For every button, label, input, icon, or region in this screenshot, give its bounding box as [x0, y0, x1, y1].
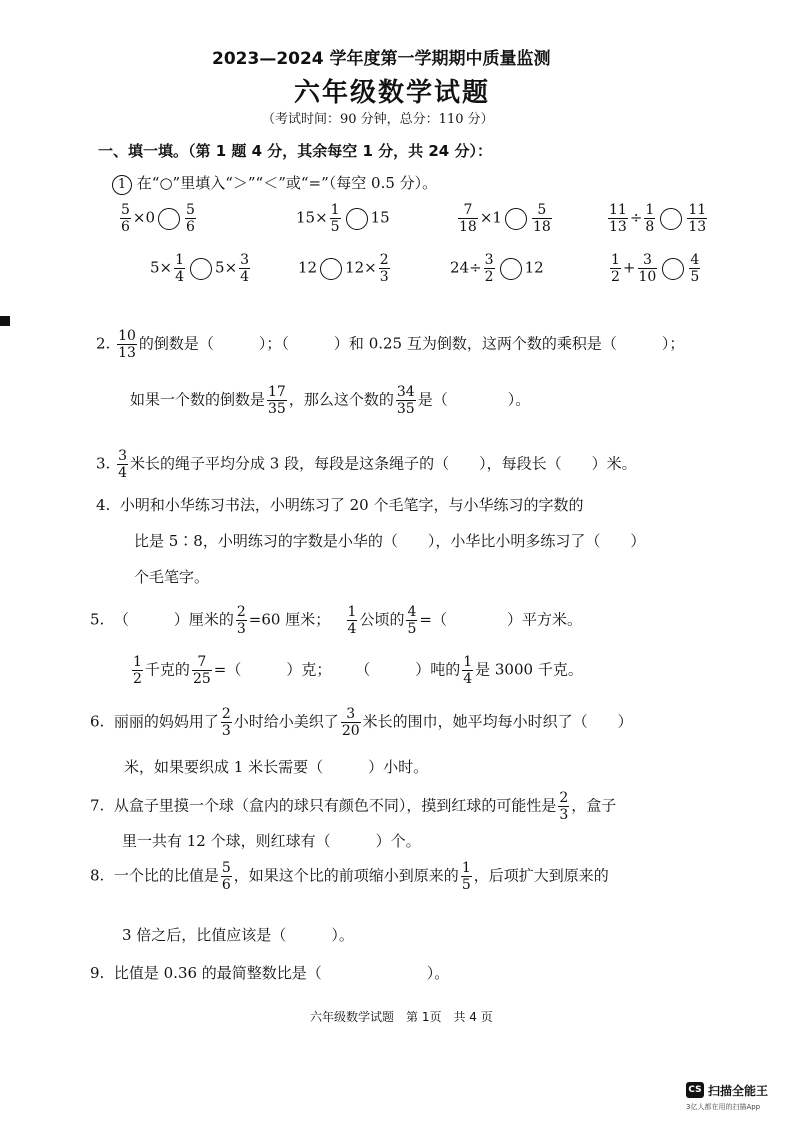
compare-item-4: $\frac{11}{13}$ ÷ $\frac{1}{8}$ $\frac{11}{13}$: [609, 202, 707, 236]
question-number: 4.: [96, 496, 111, 514]
question-text: 在“○”里填入“＞”“＜”或“=”（每空 0.5 分）。: [136, 174, 438, 192]
question-number: 6.: [90, 712, 105, 731]
question-number: 3.: [96, 454, 111, 473]
question-7: 7. 从盒子里摸一个球（盒内的球只有颜色不同），摸到红球的可能性是 $\frac{2}{3}$ ，盒子: [90, 790, 617, 824]
compare-item-1: $\frac{5}{6}$ ×0 $\frac{5}{6}$: [121, 202, 195, 236]
question-1: [112, 172, 437, 195]
exam-info: （考试时间：90 分钟，总分：110 分）: [262, 112, 494, 127]
question-7-line-2: 里一共有 12 个球，则红球有（ ）个。: [122, 832, 421, 850]
question-2: 2. $\frac{10}{13}$ 的倒数是（ ）；（ ）和 0.25 互为倒数，这两个数的乘积是（ ）；: [96, 328, 685, 362]
question-4-line-3: 个毛笔字。: [134, 568, 210, 586]
section-title: 一、填一填。（第 1 题 4 分，其余每空 1 分，共 24 分）：: [98, 142, 492, 160]
question-6-line-2: 米，如果要织成 1 米长需要（ ）小时。: [124, 758, 429, 776]
question-text: 的倒数是（ ）；（ ）和 0.25 互为倒数，这两个数的乘积是（ ）；: [138, 334, 685, 353]
answer-circle[interactable]: [320, 258, 342, 280]
exam-year-title: 2023—2024 学年度第一学期期中质量监测: [212, 49, 551, 69]
question-4: [96, 494, 584, 515]
question-2-line-2: 如果一个数的倒数是 $\frac{17}{35}$ ，那么这个数的 $\frac{34}{35}$ 是（ ）。: [130, 384, 531, 418]
compare-item-7: 24÷ $\frac{3}{2}$ 12: [450, 252, 544, 286]
compare-item-6: 12 12× $\frac{2}{3}$: [298, 252, 389, 286]
question-9: [90, 962, 449, 983]
question-8: 8. 一个比的比值是 $\frac{5}{6}$ ，如果这个比的前项缩小到原来的 $\frac{1}{5}$ ，后项扩大到原来的: [90, 860, 609, 894]
scan-edge-mark: [0, 316, 10, 326]
answer-circle[interactable]: [660, 208, 682, 230]
question-text: 小明和小华练习书法，小明练习了 20 个毛笔字，与小华练习的字数的: [119, 496, 584, 514]
question-6: 6. 丽丽的妈妈用了 $\frac{2}{3}$ 小时给小美织了 $\frac{3}{20}$ 米长的围巾，她平均每小时织了（ ）: [90, 706, 633, 740]
page-title: 六年级数学试题: [294, 78, 491, 108]
camscanner-logo-icon: CS: [686, 1082, 704, 1098]
question-5-line-2: $\frac{1}{2}$ 千克的 $\frac{7}{25}$ =（ ）克； （ ）吨的 $\frac{1}{4}$ 是 3000 千克。: [133, 654, 583, 688]
page-footer: 六年级数学试题 第 1页 共 4 页: [310, 1010, 493, 1024]
answer-circle[interactable]: [662, 258, 684, 280]
question-text: 比值是 0.36 的最简整数比是（ ）。: [113, 964, 450, 982]
question-8-line-2: 3 倍之后，比值应该是（ ）。: [122, 926, 354, 944]
compare-item-5: 5× $\frac{1}{4}$ 5× $\frac{3}{4}$: [150, 252, 250, 286]
question-number: 2.: [96, 334, 111, 353]
answer-circle[interactable]: [505, 208, 527, 230]
question-number: 1: [112, 175, 132, 195]
compare-item-8: $\frac{1}{2}$ + $\frac{3}{10}$ $\frac{4}{5}$: [611, 252, 700, 286]
question-number: 8.: [90, 866, 105, 885]
compare-item-2: 15× $\frac{1}{5}$ 15: [296, 202, 390, 236]
compare-item-3: $\frac{7}{18}$ ×1 $\frac{5}{18}$: [459, 202, 551, 236]
question-number: 7.: [90, 796, 105, 815]
question-number: 5.: [90, 610, 105, 629]
answer-circle[interactable]: [158, 208, 180, 230]
question-4-line-2: 比是 5∶8，小明练习的字数是小华的（ ），小华比小明多练习了（ ）: [134, 532, 646, 550]
scanner-app-name: 扫描全能王: [708, 1084, 769, 1098]
question-text: 米长的绳子平均分成 3 段，每段是这条绳子的（ ），每段长（ ）米。: [130, 454, 637, 473]
question-5: 5. （ ）厘米的 $\frac{2}{3}$ =60 厘米； $\frac{1}{4}$ 公顷的 $\frac{4}{5}$ =（ ）平方米。: [90, 604, 582, 638]
answer-circle[interactable]: [190, 258, 212, 280]
answer-circle[interactable]: [346, 208, 368, 230]
question-3: 3. $\frac{3}{4}$ 米长的绳子平均分成 3 段，每段是这条绳子的（ ），每段长（ ）米。: [96, 448, 637, 482]
question-number: 9.: [90, 964, 105, 982]
scanner-tagline: 3亿人都在用的扫描App: [686, 1103, 761, 1111]
answer-circle[interactable]: [500, 258, 522, 280]
